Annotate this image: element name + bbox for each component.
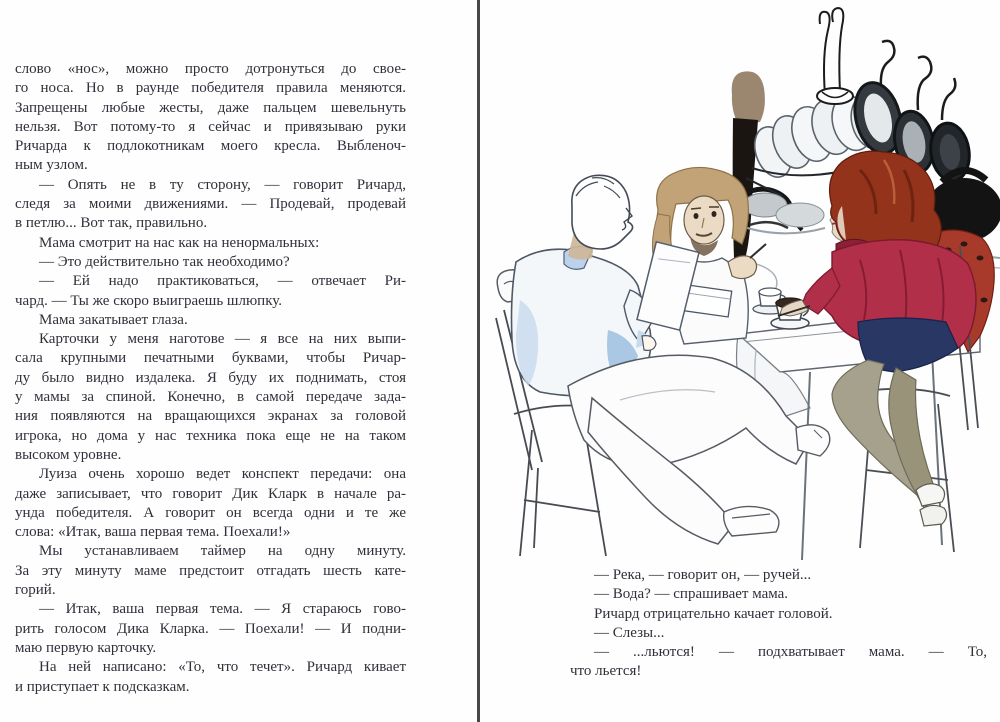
text-line: чард. — Ты же скоро выиграешь шлюпку.: [15, 292, 283, 309]
text-line: — Итак, ваша первая тема. — Я стараюсь гово-: [39, 601, 406, 618]
text-line: даже записывает, что говорит Дик Кларк в начале ра-: [15, 485, 406, 502]
text-line: — Слезы...: [594, 624, 665, 641]
text-line: и приступает к подсказкам.: [15, 678, 190, 695]
text-line: Луиза очень хорошо ведет конспект передачи: она: [39, 466, 406, 483]
text-line: следя за моими движениями. — Продевай, продевай: [15, 196, 406, 213]
text-line: рить голосом Дика Кларка. — Поехали! — И подни-: [15, 620, 406, 637]
text-line: — Ей надо практиковаться, — отвечает Ри-: [39, 273, 406, 290]
text-line: что льется!: [570, 663, 642, 680]
text-line: у мамы за спиной. Конечно, в самой передаче зада-: [15, 389, 406, 406]
text-line: слова: «Итак, ваша первая тема. Поехали!»: [15, 524, 291, 541]
text-line: слово «нос», можно просто дотронуться до свое-: [15, 61, 406, 77]
text-line: сала крупными печатными буквами, чтобы Ричар-: [15, 350, 406, 367]
right-page-text: [570, 566, 987, 682]
text-line: Ричард отрицательно качает головой.: [594, 605, 833, 622]
text-line: — Это действительно так необходимо?: [39, 253, 290, 270]
text-line: ния появляются на вращающихся экранах за головой: [15, 408, 406, 425]
text-line: ду было видно издалека. Я буду их поднимать, стоя: [15, 369, 406, 386]
text-line: — Вода? — спрашивает мама.: [594, 586, 789, 603]
text-line: — Река, — говорит он, — ручей...: [594, 567, 812, 583]
text-line: Мама закатывает глаза.: [39, 311, 188, 328]
text-line: го носа. Но в раунде победителя правила меняются.: [15, 80, 406, 97]
text-line: — Опять не в ту сторону, — говорит Ричард,: [39, 176, 406, 193]
text-line: высоком уровне.: [15, 446, 122, 463]
text-line: горий.: [15, 582, 56, 599]
text-line: Запрещены любые жесты, даже пальцем шевельнуть: [15, 99, 406, 116]
text-line: За эту минуту маме предстоит отгадать шесть кате-: [15, 562, 406, 579]
text-line: нельзя. Вот потому-то я сейчас и привязываю руки: [15, 118, 406, 135]
text-line: унда победителя. А говорит он всегда одни и те же: [15, 504, 406, 521]
text-line: На ней написано: «То, что течет». Ричард кивает: [39, 659, 406, 676]
left-page-text: [15, 60, 406, 697]
text-line: — ...льются! — подхватывает мама. — То,: [594, 644, 987, 661]
text-line: маю первую карточку.: [15, 639, 157, 656]
text-line: ным узлом.: [15, 157, 88, 174]
kitchen-scene-illustration: [480, 0, 1000, 565]
text-line: Ричарда к подлокотникам моего кресла. Выбленоч-: [15, 138, 406, 155]
text-line: Карточки у меня наготове — я все на них выпи-: [39, 331, 406, 348]
text-line: Мы устанавливаем таймер на одну минуту.: [39, 543, 406, 560]
text-line: в петлю... Вот так, правильно.: [15, 215, 208, 232]
text-line: игрока, но дома у нас техника пока еще не на таком: [15, 427, 406, 444]
text-line: Мама смотрит на нас как на ненормальных:: [39, 234, 320, 251]
